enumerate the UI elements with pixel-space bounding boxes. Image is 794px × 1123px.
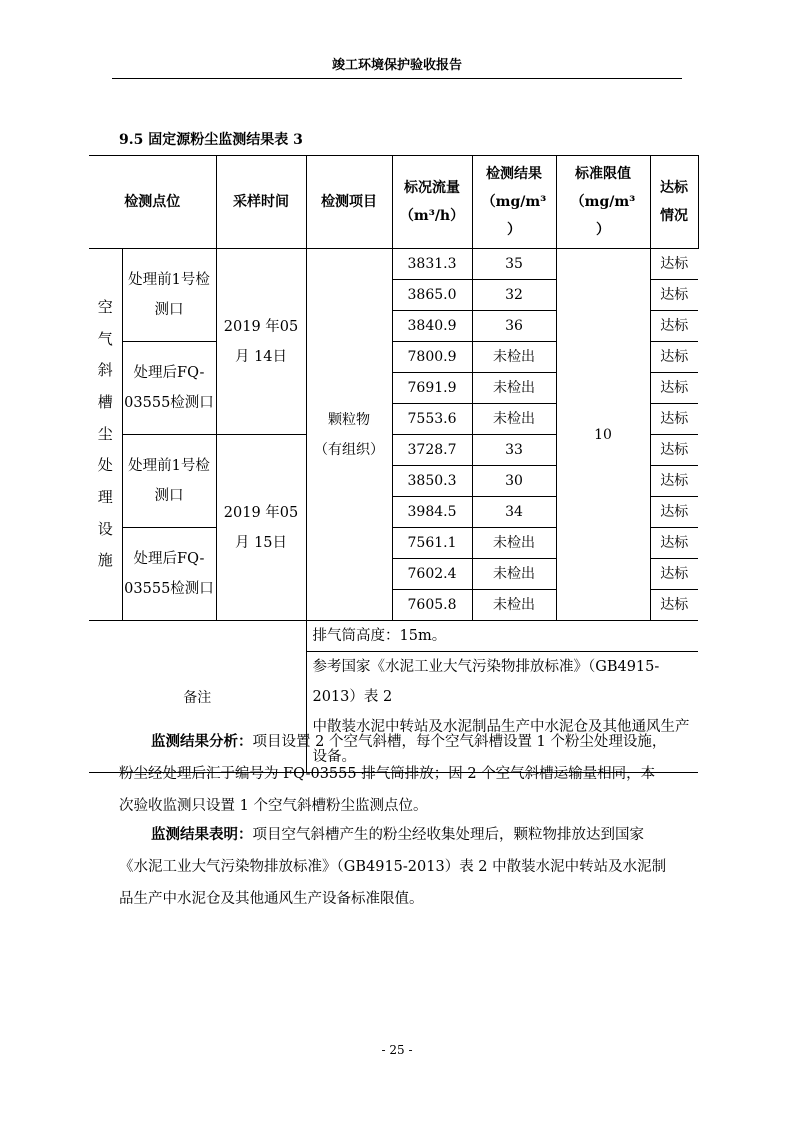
header-status-line1: 达标 bbox=[660, 180, 688, 196]
report-header-title: 竣工环境保护验收报告 bbox=[331, 58, 462, 73]
flow-value: 3728.7 bbox=[392, 435, 472, 466]
remarks-line: 参考国家《水泥工业大气污染物排放标准》（GB4915-2013）表 2 bbox=[312, 659, 660, 705]
conclusion-lead: 监测结果表明： bbox=[151, 826, 253, 843]
group-label: 处理后FQ-03555检测口 bbox=[122, 528, 216, 621]
group-label: 处理前1号检测口 bbox=[122, 435, 216, 528]
header-time: 采样时间 bbox=[216, 156, 306, 249]
facility-cell bbox=[89, 249, 122, 621]
item-cell bbox=[306, 249, 392, 621]
limit-value: 10 bbox=[556, 249, 650, 621]
result-value: 30 bbox=[472, 466, 556, 497]
status-value: 达标 bbox=[650, 280, 698, 311]
result-value: 未检出 bbox=[472, 528, 556, 559]
result-value: 未检出 bbox=[472, 404, 556, 435]
header-item: 检测项目 bbox=[306, 156, 392, 249]
remarks-label: 备注 bbox=[89, 621, 306, 773]
remarks-line: 排气筒高度：15m。 bbox=[307, 621, 699, 652]
analysis-lead: 监测结果分析： bbox=[151, 733, 253, 750]
table-row bbox=[89, 249, 698, 280]
flow-value: 3984.5 bbox=[392, 497, 472, 528]
header-result bbox=[472, 156, 556, 249]
result-value: 34 bbox=[472, 497, 556, 528]
flow-value: 7553.6 bbox=[392, 404, 472, 435]
monitoring-results-table bbox=[89, 155, 699, 773]
header-limit-line3: ） bbox=[596, 222, 610, 238]
flow-value: 7561.1 bbox=[392, 528, 472, 559]
result-value: 未检出 bbox=[472, 559, 556, 590]
header-flow-line2: （m³/h） bbox=[399, 208, 465, 224]
result-value: 35 bbox=[472, 249, 556, 280]
header-flow-line1: 标况流量 bbox=[404, 180, 460, 196]
analysis-text: 项目设置 2 个空气斜槽，每个空气斜槽设置 1 个粉尘处理设施，粉尘经处理后汇于编号为 FQ-03555 排气筒排放；因 2 个空气斜槽运输量相同，本次验收监测只设置 1 个空气斜槽粉尘监测点位。 bbox=[119, 734, 667, 814]
facility-label: 空气斜槽尘处理设施 bbox=[97, 297, 113, 570]
status-value: 达标 bbox=[650, 559, 698, 590]
flow-value: 3865.0 bbox=[392, 280, 472, 311]
status-value: 达标 bbox=[650, 497, 698, 528]
header-result-line1: 检测结果 bbox=[486, 166, 542, 182]
flow-value: 3840.9 bbox=[392, 311, 472, 342]
table-header-row bbox=[89, 156, 698, 249]
flow-value: 3850.3 bbox=[392, 466, 472, 497]
header-flow bbox=[392, 156, 472, 249]
status-value: 达标 bbox=[650, 373, 698, 404]
header-status bbox=[650, 156, 698, 249]
result-value: 未检出 bbox=[472, 342, 556, 373]
status-value: 达标 bbox=[650, 249, 698, 280]
group-label: 处理后FQ-03555检测口 bbox=[122, 342, 216, 435]
status-value: 达标 bbox=[650, 435, 698, 466]
conclusion-text: 项目空气斜槽产生的粉尘经收集处理后，颗粒物排放达到国家《水泥工业大气污染物排放标准》（GB4915-2013）表 2 中散装水泥中转站及水泥制品生产中水泥仓及其他通风生产设备标准限值。 bbox=[119, 827, 667, 907]
flow-value: 3831.3 bbox=[392, 249, 472, 280]
header-result-line2: （mg/m³ bbox=[481, 194, 547, 210]
result-value: 36 bbox=[472, 311, 556, 342]
status-value: 达标 bbox=[650, 466, 698, 497]
status-value: 达标 bbox=[650, 404, 698, 435]
header-limit-line1: 标准限值 bbox=[575, 166, 631, 182]
conclusion-paragraph bbox=[119, 819, 667, 915]
result-value: 未检出 bbox=[472, 373, 556, 404]
header-divider bbox=[112, 78, 682, 79]
status-value: 达标 bbox=[650, 311, 698, 342]
group-label: 处理前1号检测口 bbox=[122, 249, 216, 342]
status-value: 达标 bbox=[650, 590, 698, 621]
page-number: - 25 - bbox=[381, 1043, 413, 1057]
flow-value: 7800.9 bbox=[392, 342, 472, 373]
status-value: 达标 bbox=[650, 528, 698, 559]
analysis-paragraph bbox=[119, 726, 667, 822]
header-result-line3: ） bbox=[507, 222, 521, 238]
result-value: 32 bbox=[472, 280, 556, 311]
remarks-line: 中散装水泥中转站及水泥制品生产中水泥仓及其他通风生产设备。 bbox=[312, 719, 690, 765]
item-name: 颗粒物 bbox=[328, 411, 370, 428]
flow-value: 7605.8 bbox=[392, 590, 472, 621]
item-type: （有组织） bbox=[314, 441, 384, 458]
status-value: 达标 bbox=[650, 342, 698, 373]
sampling-date: 2019 年05 月 14日 bbox=[216, 249, 306, 435]
result-value: 33 bbox=[472, 435, 556, 466]
flow-value: 7691.9 bbox=[392, 373, 472, 404]
header-limit bbox=[556, 156, 650, 249]
sampling-date: 2019 年05 月 15日 bbox=[216, 435, 306, 621]
result-value: 未检出 bbox=[472, 590, 556, 621]
header-status-line2: 情况 bbox=[660, 208, 688, 224]
section-title: 9.5 固定源粉尘监测结果表 3 bbox=[119, 132, 303, 148]
flow-value: 7602.4 bbox=[392, 559, 472, 590]
header-point: 检测点位 bbox=[89, 156, 216, 249]
header-limit-line2: （mg/m³ bbox=[570, 194, 636, 210]
